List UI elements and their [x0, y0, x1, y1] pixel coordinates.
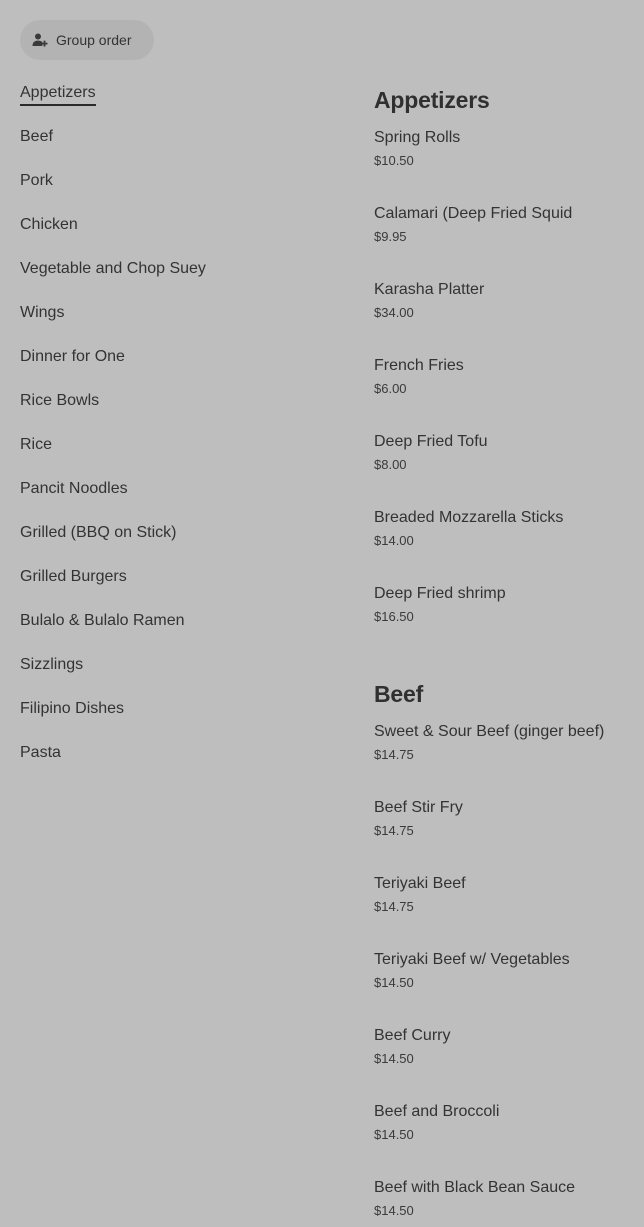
menu-section	[374, 678, 644, 1227]
nav-item-pork[interactable]	[20, 169, 340, 213]
item-name: Beef Curry	[374, 1027, 451, 1044]
menu-item[interactable]	[374, 506, 644, 582]
nav-item-label: Appetizers	[20, 82, 96, 106]
item-price: $9.95	[374, 229, 407, 244]
section-title: Appetizers	[374, 87, 490, 113]
add-person-icon	[32, 32, 48, 48]
nav-item-label: Pasta	[20, 744, 61, 761]
category-nav	[20, 81, 340, 785]
nav-item-wings[interactable]	[20, 301, 340, 345]
menu-item[interactable]	[374, 582, 644, 658]
nav-item-label: Pancit Noodles	[20, 480, 128, 497]
nav-item-label: Wings	[20, 304, 65, 321]
item-name: Calamari (Deep Fried Squid	[374, 205, 573, 222]
nav-item-vegetable-and-chop-suey[interactable]	[20, 257, 340, 301]
nav-item-label: Vegetable and Chop Suey	[20, 260, 206, 277]
item-price: $34.00	[374, 305, 414, 320]
nav-item-grilled-bbq-on-stick[interactable]	[20, 521, 340, 565]
item-price: $14.75	[374, 747, 414, 762]
menu-item[interactable]	[374, 430, 644, 506]
nav-item-beef[interactable]	[20, 125, 340, 169]
nav-item-pancit-noodles[interactable]	[20, 477, 340, 521]
nav-item-pasta[interactable]	[20, 741, 340, 785]
item-name: Beef with Black Bean Sauce	[374, 1179, 576, 1196]
nav-item-label: Filipino Dishes	[20, 700, 125, 717]
item-price: $14.75	[374, 899, 414, 914]
group-order-label: Group order	[56, 32, 132, 48]
item-name: French Fries	[374, 357, 464, 374]
nav-item-dinner-for-one[interactable]	[20, 345, 340, 389]
item-price: $14.50	[374, 1127, 414, 1142]
item-price: $14.75	[374, 823, 414, 838]
menu-item[interactable]	[374, 354, 644, 430]
item-name: Karasha Platter	[374, 281, 485, 298]
menu-section	[374, 84, 644, 658]
item-price: $14.50	[374, 975, 414, 990]
item-price: $14.50	[374, 1203, 414, 1218]
item-price: $14.50	[374, 1051, 414, 1066]
menu-list	[374, 84, 644, 1227]
nav-item-label: Grilled (BBQ on Stick)	[20, 524, 177, 541]
menu-item[interactable]	[374, 796, 644, 872]
item-price: $16.50	[374, 609, 414, 624]
nav-item-label: Chicken	[20, 216, 78, 233]
item-name: Beef Stir Fry	[374, 799, 463, 816]
nav-item-sizzlings[interactable]	[20, 653, 340, 697]
menu-item[interactable]	[374, 720, 644, 796]
item-name: Deep Fried Tofu	[374, 433, 488, 450]
item-name: Teriyaki Beef w/ Vegetables	[374, 951, 570, 968]
nav-item-label: Beef	[20, 128, 53, 145]
item-name: Deep Fried shrimp	[374, 585, 506, 602]
item-price: $10.50	[374, 153, 414, 168]
item-name: Teriyaki Beef	[374, 875, 466, 892]
item-name: Spring Rolls	[374, 129, 461, 146]
menu-item[interactable]	[374, 1100, 644, 1176]
nav-item-label: Sizzlings	[20, 656, 84, 673]
item-name: Breaded Mozzarella Sticks	[374, 509, 564, 526]
section-title: Beef	[374, 681, 424, 707]
nav-item-label: Grilled Burgers	[20, 568, 127, 585]
item-price: $6.00	[374, 381, 407, 396]
nav-item-label: Bulalo & Bulalo Ramen	[20, 612, 185, 629]
menu-item[interactable]	[374, 126, 644, 202]
nav-item-label: Dinner for One	[20, 348, 125, 365]
menu-item[interactable]	[374, 1176, 644, 1227]
nav-item-label: Rice Bowls	[20, 392, 100, 409]
menu-item[interactable]	[374, 948, 644, 1024]
nav-item-label: Pork	[20, 172, 53, 189]
item-price: $14.00	[374, 533, 414, 548]
group-order-button[interactable]	[20, 20, 154, 60]
item-name: Sweet & Sour Beef (ginger beef)	[374, 723, 605, 740]
menu-item[interactable]	[374, 1024, 644, 1100]
nav-item-rice-bowls[interactable]	[20, 389, 340, 433]
nav-item-bulalo-bulalo-ramen[interactable]	[20, 609, 340, 653]
nav-item-label: Rice	[20, 436, 53, 453]
nav-item-rice[interactable]	[20, 433, 340, 477]
menu-item[interactable]	[374, 202, 644, 278]
menu-item[interactable]	[374, 278, 644, 354]
nav-item-chicken[interactable]	[20, 213, 340, 257]
item-price: $8.00	[374, 457, 407, 472]
menu-item[interactable]	[374, 872, 644, 948]
item-name: Beef and Broccoli	[374, 1103, 500, 1120]
nav-item-filipino-dishes[interactable]	[20, 697, 340, 741]
nav-item-grilled-burgers[interactable]	[20, 565, 340, 609]
nav-item-appetizers[interactable]	[20, 81, 340, 125]
